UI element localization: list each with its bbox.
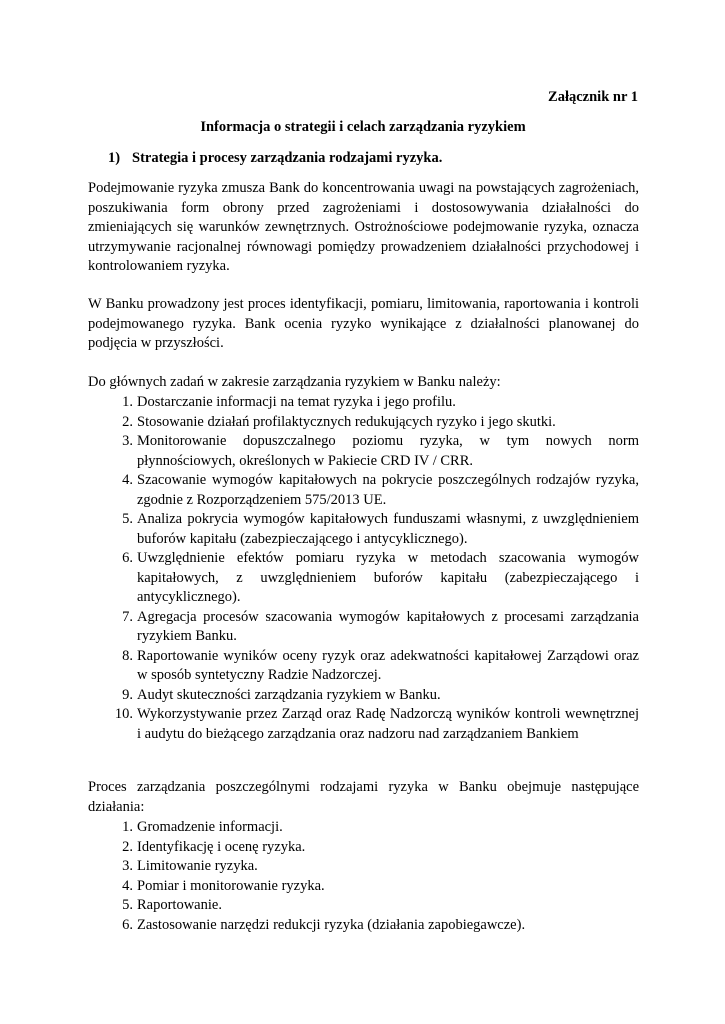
list-item-text: Agregacja procesów szacowania wymogów kapitałowych z procesami zarządzania ryzykiem Banku. bbox=[137, 608, 639, 644]
list-item-number: 3. bbox=[122, 858, 133, 874]
paragraph-risk-taking: Podejmowanie ryzyka zmusza Bank do koncentrowania uwagi na powstających zagrożeniach, poszukiwania form obrony przed zagrożeniami i dostosowywania działalności do zmieniających się warunków zewnętrznych. Ostrożnościowe podejmowanie ryzyka, oznacza utrzymywanie racjonalnej równowagi pomiędzy prowadzeniem działalności przychodowej i kontrolowaniem ryzyka. bbox=[88, 180, 639, 274]
list-item bbox=[88, 647, 639, 686]
list-item-text: Pomiar i monitorowanie ryzyka. bbox=[137, 877, 325, 894]
list-item bbox=[88, 608, 639, 647]
list-item-text: Audyt skuteczności zarządzania ryzykiem w Banku. bbox=[137, 686, 441, 703]
list-item-text: Gromadzenie informacji. bbox=[137, 819, 283, 835]
list-item-text: Limitowanie ryzyka. bbox=[137, 858, 258, 874]
section-number: 1) bbox=[108, 150, 121, 166]
list-item bbox=[88, 818, 639, 838]
list-item bbox=[88, 877, 639, 897]
list-item-text: Analiza pokrycia wymogów kapitałowych funduszami własnymi, z uwzględnieniem buforów kapitału (zabezpieczającego i antycyklicznego). bbox=[137, 511, 639, 547]
list-item-number: 2. bbox=[122, 838, 133, 855]
paragraph-process-intro: Proces zarządzania poszczególnymi rodzajami ryzyka w Banku obejmuje następujące działania: bbox=[88, 779, 639, 815]
list-item-number: 10. bbox=[114, 706, 133, 722]
list-item-number: 2. bbox=[122, 413, 133, 430]
list-item-number: 9. bbox=[122, 686, 133, 703]
list-item-text: Dostarczanie informacji na temat ryzyka i jego profilu. bbox=[137, 394, 456, 410]
list-item-number: 6. bbox=[122, 916, 133, 933]
list-item-number: 4. bbox=[122, 472, 133, 488]
list-item-text: Identyfikację i ocenę ryzyka. bbox=[137, 838, 306, 855]
list-item bbox=[88, 471, 639, 510]
list-item bbox=[88, 549, 639, 608]
list-item-number: 5. bbox=[122, 897, 133, 913]
annex-label: Załącznik nr 1 bbox=[548, 89, 638, 105]
list-item-text: Uwzględnienie efektów pomiaru ryzyka w metodach szacowania wymogów kapitałowych, z uwzględnieniem buforów kapitału (zabezpieczającego i antycyklicznego). bbox=[137, 550, 639, 605]
list-item-number: 1. bbox=[122, 819, 133, 835]
list-item-number: 4. bbox=[122, 877, 133, 894]
list-item-number: 8. bbox=[122, 647, 133, 664]
section-title: Strategia i procesy zarządzania rodzajami ryzyka. bbox=[132, 150, 443, 166]
list-item bbox=[88, 896, 639, 916]
list-item bbox=[88, 413, 639, 433]
paragraph-main-tasks-intro: Do głównych zadań w zakresie zarządzania ryzykiem w Banku należy: bbox=[88, 374, 501, 390]
document-title: Informacja o strategii i celach zarządzania ryzykiem bbox=[200, 119, 526, 135]
main-tasks-list bbox=[88, 393, 639, 744]
list-item-text: Raportowanie wyników oceny ryzyk oraz adekwatności kapitałowej Zarządowi oraz w sposób syntetyczny Radzie Nadzorczej. bbox=[137, 647, 639, 683]
list-item-text: Raportowanie. bbox=[137, 897, 222, 913]
list-item-text: Zastosowanie narzędzi redukcji ryzyka (działania zapobiegawcze). bbox=[137, 916, 526, 933]
paragraph-risk-process: W Banku prowadzony jest proces identyfikacji, pomiaru, limitowania, raportowania i kontroli podejmowanego ryzyka. Bank ocenia ryzyko wynikające z działalności planowanej do podjęcia w przyszłości. bbox=[88, 296, 639, 351]
list-item bbox=[88, 510, 639, 549]
list-item bbox=[88, 916, 639, 936]
list-item-number: 1. bbox=[122, 394, 133, 410]
list-item-text: Stosowanie działań profilaktycznych redukujących ryzyko i jego skutki. bbox=[137, 413, 556, 430]
list-item bbox=[88, 857, 639, 877]
section-heading bbox=[108, 149, 442, 169]
list-item-text: Monitorowanie dopuszczalnego poziomu ryzyka, w tym nowych norm płynnościowych, określonych w Pakiecie CRD IV / CRR. bbox=[137, 433, 639, 469]
list-item bbox=[88, 705, 639, 744]
list-item-text: Wykorzystywanie przez Zarząd oraz Radę Nadzorczą wyników kontroli wewnętrznej i audytu do bieżącego zarządzania oraz nadzoru nad zarządzaniem Bankiem bbox=[137, 706, 639, 742]
list-item bbox=[88, 432, 639, 471]
list-item bbox=[88, 686, 639, 706]
list-item bbox=[88, 393, 639, 413]
list-item-number: 7. bbox=[122, 608, 133, 625]
list-item-number: 6. bbox=[122, 550, 133, 566]
list-item bbox=[88, 838, 639, 858]
process-steps-list bbox=[88, 818, 639, 935]
list-item-number: 3. bbox=[122, 433, 133, 449]
list-item-text: Szacowanie wymogów kapitałowych na pokrycie poszczególnych rodzajów ryzyka, zgodnie z Rozporządzeniem 575/2013 UE. bbox=[137, 472, 639, 508]
list-item-number: 5. bbox=[122, 511, 133, 527]
